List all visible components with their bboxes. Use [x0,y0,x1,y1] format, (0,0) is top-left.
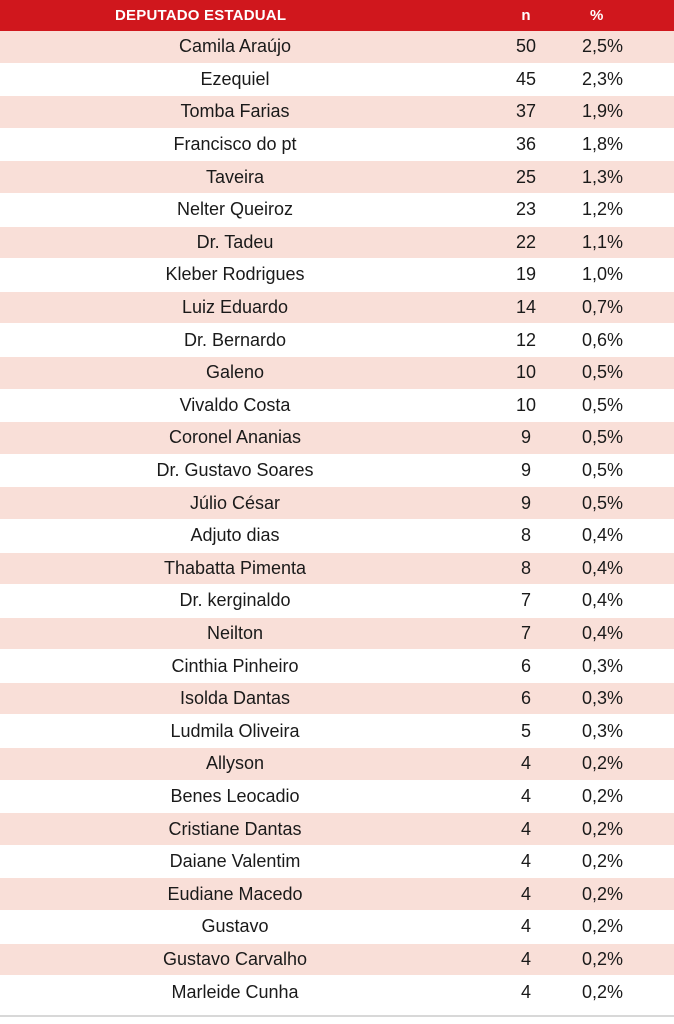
table-row [0,618,674,651]
cell-n: 14 [515,297,537,318]
cell-name: Adjuto dias [190,525,280,546]
cell-pct: 0,3% [582,720,624,741]
cell-name: Camila Araújo [178,36,292,57]
cell-name: Eudiane Macedo [167,883,303,904]
cell-n: 4 [520,883,531,904]
cell-name: Gustavo Carvalho [162,948,308,969]
cell-name: Francisco do pt [173,134,297,155]
cell-pct: 1,2% [582,199,624,220]
cell-name: Vivaldo Costa [179,394,291,415]
table-body [0,31,674,1009]
table-row [0,96,674,129]
table-row [0,259,674,292]
cell-n: 6 [520,655,531,676]
cell-name: Kleber Rodrigues [165,264,305,285]
column-header-n: n [521,7,531,24]
table-row [0,292,674,325]
cell-pct: 0,4% [582,525,624,546]
cell-name: Ludmila Oliveira [170,720,300,741]
table-row [0,520,674,553]
table-row [0,357,674,390]
table-row [0,31,674,64]
cell-n: 8 [520,557,531,578]
cell-name: Dr. kerginaldo [179,590,291,611]
cell-name: Ezequiel [200,68,270,89]
cell-n: 23 [515,199,537,220]
cell-name: Luiz Eduardo [181,297,289,318]
table-row [0,194,674,227]
cell-pct: 2,3% [582,68,624,89]
cell-name: Nelter Queiroz [176,199,294,220]
cell-n: 4 [520,818,531,839]
table-row [0,161,674,194]
cell-pct: 0,3% [582,655,624,676]
cell-n: 8 [520,525,531,546]
cell-n: 5 [520,720,531,741]
table-row [0,878,674,911]
table-row [0,455,674,488]
cell-n: 6 [520,688,531,709]
cell-name: Júlio César [189,492,281,513]
table-row [0,650,674,683]
cell-n: 9 [520,460,531,481]
table-bottom-border [0,1015,674,1017]
cell-n: 12 [515,329,537,350]
table-row [0,846,674,879]
cell-pct: 0,3% [582,688,624,709]
cell-pct: 0,2% [582,818,624,839]
cell-pct: 0,5% [582,362,624,383]
cell-pct: 0,5% [582,460,624,481]
table-row [0,813,674,846]
table-row [0,227,674,260]
cell-pct: 0,5% [582,492,624,513]
table-row [0,487,674,520]
cell-name: Isolda Dantas [179,688,291,709]
cell-pct: 0,2% [582,785,624,806]
cell-n: 4 [520,948,531,969]
cell-n: 25 [515,166,537,187]
cell-pct: 0,4% [582,622,624,643]
cell-pct: 0,4% [582,590,624,611]
table-row [0,390,674,423]
cell-pct: 2,5% [582,36,624,57]
table-row [0,911,674,944]
cell-n: 4 [520,785,531,806]
cell-n: 22 [515,231,537,252]
cell-pct: 0,2% [582,883,624,904]
table-row [0,129,674,162]
cell-name: Cinthia Pinheiro [171,655,299,676]
cell-n: 50 [515,36,537,57]
cell-name: Neilton [206,622,264,643]
cell-n: 4 [520,981,531,1002]
cell-name: Benes Leocadio [170,785,300,806]
cell-n: 4 [520,753,531,774]
cell-name: Marleide Cunha [171,981,299,1002]
table-row [0,324,674,357]
cell-n: 36 [515,134,537,155]
cell-n: 4 [520,851,531,872]
table-row [0,781,674,814]
cell-n: 45 [515,68,537,89]
cell-pct: 0,4% [582,557,624,578]
column-header-pct: % [590,7,604,24]
cell-pct: 0,6% [582,329,624,350]
cell-pct: 0,5% [582,427,624,448]
cell-pct: 0,5% [582,394,624,415]
table-row [0,585,674,618]
table-row [0,553,674,586]
cell-name: Gustavo [201,916,269,937]
cell-n: 9 [520,427,531,448]
cell-name: Dr. Bernardo [183,329,287,350]
cell-pct: 1,3% [582,166,624,187]
cell-pct: 1,8% [582,134,624,155]
cell-name: Dr. Gustavo Soares [156,460,314,481]
cell-name: Allyson [205,753,265,774]
table-row [0,64,674,97]
cell-n: 10 [515,362,537,383]
cell-pct: 1,1% [582,231,624,252]
table-row [0,944,674,977]
table-header [0,0,674,31]
table-row [0,715,674,748]
cell-pct: 0,2% [582,948,624,969]
cell-pct: 1,0% [582,264,624,285]
cell-name: Dr. Tadeu [196,231,274,252]
cell-n: 7 [520,622,531,643]
cell-name: Taveira [205,166,265,187]
cell-n: 19 [515,264,537,285]
cell-name: Daiane Valentim [169,851,301,872]
cell-n: 4 [520,916,531,937]
cell-pct: 1,9% [582,101,624,122]
cell-name: Coronel Ananias [168,427,302,448]
cell-name: Tomba Farias [180,101,290,122]
column-header-name: DEPUTADO ESTADUAL [115,7,287,24]
cell-n: 9 [520,492,531,513]
cell-pct: 0,2% [582,851,624,872]
cell-n: 37 [515,101,537,122]
table-row [0,683,674,716]
table-row [0,976,674,1009]
cell-pct: 0,2% [582,916,624,937]
table-row [0,748,674,781]
cell-n: 10 [515,394,537,415]
cell-name: Cristiane Dantas [168,818,302,839]
table-row [0,422,674,455]
cell-n: 7 [520,590,531,611]
cell-name: Galeno [205,362,265,383]
cell-pct: 0,2% [582,753,624,774]
cell-name: Thabatta Pimenta [163,557,307,578]
cell-pct: 0,7% [582,297,624,318]
cell-pct: 0,2% [582,981,624,1002]
